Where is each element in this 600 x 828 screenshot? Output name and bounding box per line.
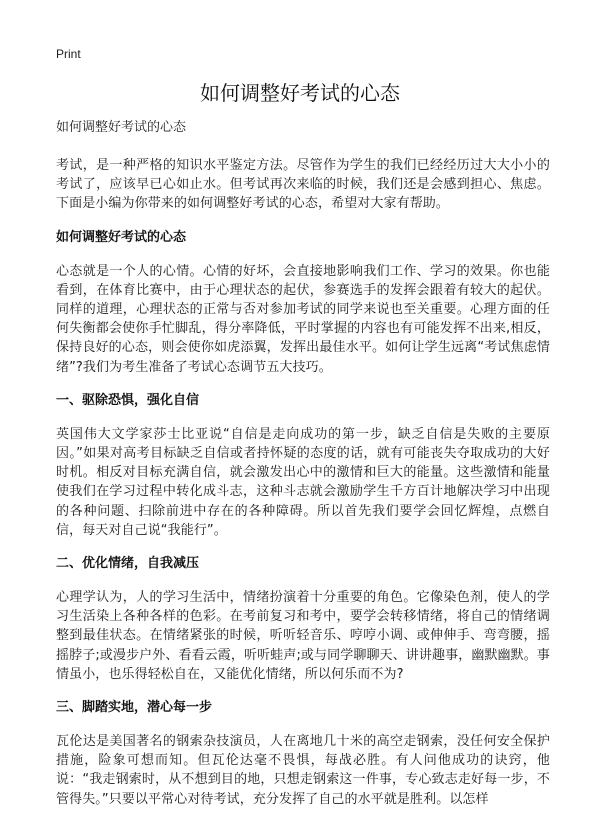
- section-paragraph: 英国伟大文学家莎士比亚说“自信是走向成功的第一步，缺乏自信是失败的主要原因。”如果对高考目标缺乏自信或者持怀疑的态度的话，就有可能丧失夺取成功的大好时机。相反对目标充满自信，就会激发出心中的激情和巨大的能量。这些激情和能量使我们在学习过程中转化成斗志，这种斗志就会激励学生千方百计地解决学习中出现的各种问题、扫除前进中存在的各种障碍。所以首先我们要学会回忆辉煌，点燃自信，每天对自己说“我能行”。: [56, 426, 550, 538]
- article-subtitle: 如何调整好考试的心态: [56, 120, 187, 135]
- print-label: Print: [56, 47, 81, 61]
- article-body: [56, 118, 550, 823]
- section-heading: 一、驱除恐惧，强化自信: [56, 392, 200, 408]
- section-heading: 三、脚踏实地，潜心每一步: [56, 700, 213, 716]
- section-paragraph: 心态就是一个人的心情。心情的好坏，会直接地影响我们工作、学习的效果。你也能看到，在体育比赛中，由于心理状态的起伏，参赛选手的发挥会跟着有较大的起伏。同样的道理，心理状态的正常与否对参加考试的同学来说也至关重要。心理方面的任何失衡都会使你手忙脚乱，得分率降低，平时掌握的内容也有可能发挥不出来,相反，保持良好的心态，则会使你如虎添翼，发挥出最佳水平。如何让学生远离“考试焦虑情绪”?我们为考生准备了考试心态调节五大技巧。: [56, 263, 550, 375]
- section-paragraph: 心理学认为，人的学习生活中，情绪扮演着十分重要的角色。它像染色剂，使人的学习生活染上各种各样的色彩。在考前复习和考中，要学会转移情绪，将自己的情绪调整到最佳状态。在情绪紧张的时候，听听轻音乐、哼哼小调、或伸伸手、弯弯腰，摇摇脖子;或漫步户外、看看云霞，听听蛙声;或与同学聊聊天、讲讲趣事，幽默幽默。事情虽小，也乐得轻松自在，又能优化情绪，所以何乐而不为?: [56, 590, 550, 682]
- section-heading: 二、优化情绪，自我减压: [56, 556, 200, 572]
- section-paragraph: 瓦伦达是美国著名的钢索杂技演员，人在离地几十米的高空走钢索，没任何安全保护措施，险象可想而知。但瓦伦达毫不畏惧，每战必胜。有人问他成功的诀窍，他说：“我走钢索时，从不想到目的地，只想走钢索这一件事，专心致志走好每一步，不管得失。”只要以平常心对待考试，充分发挥了自己的水平就是胜利。以怎样: [56, 734, 550, 807]
- page-title: 如何调整好考试的心态: [200, 81, 400, 105]
- intro-paragraph: 考试，是一种严格的知识水平鉴定方法。尽管作为学生的我们已经经历过大大小小的考试了，应该早已心如止水。但考试再次来临的时候，我们还是会感到担心、焦虑。下面是小编为你带来的如何调整好考试的心态，希望对大家有帮助。: [56, 158, 550, 212]
- section-heading: 如何调整好考试的心态: [56, 229, 187, 245]
